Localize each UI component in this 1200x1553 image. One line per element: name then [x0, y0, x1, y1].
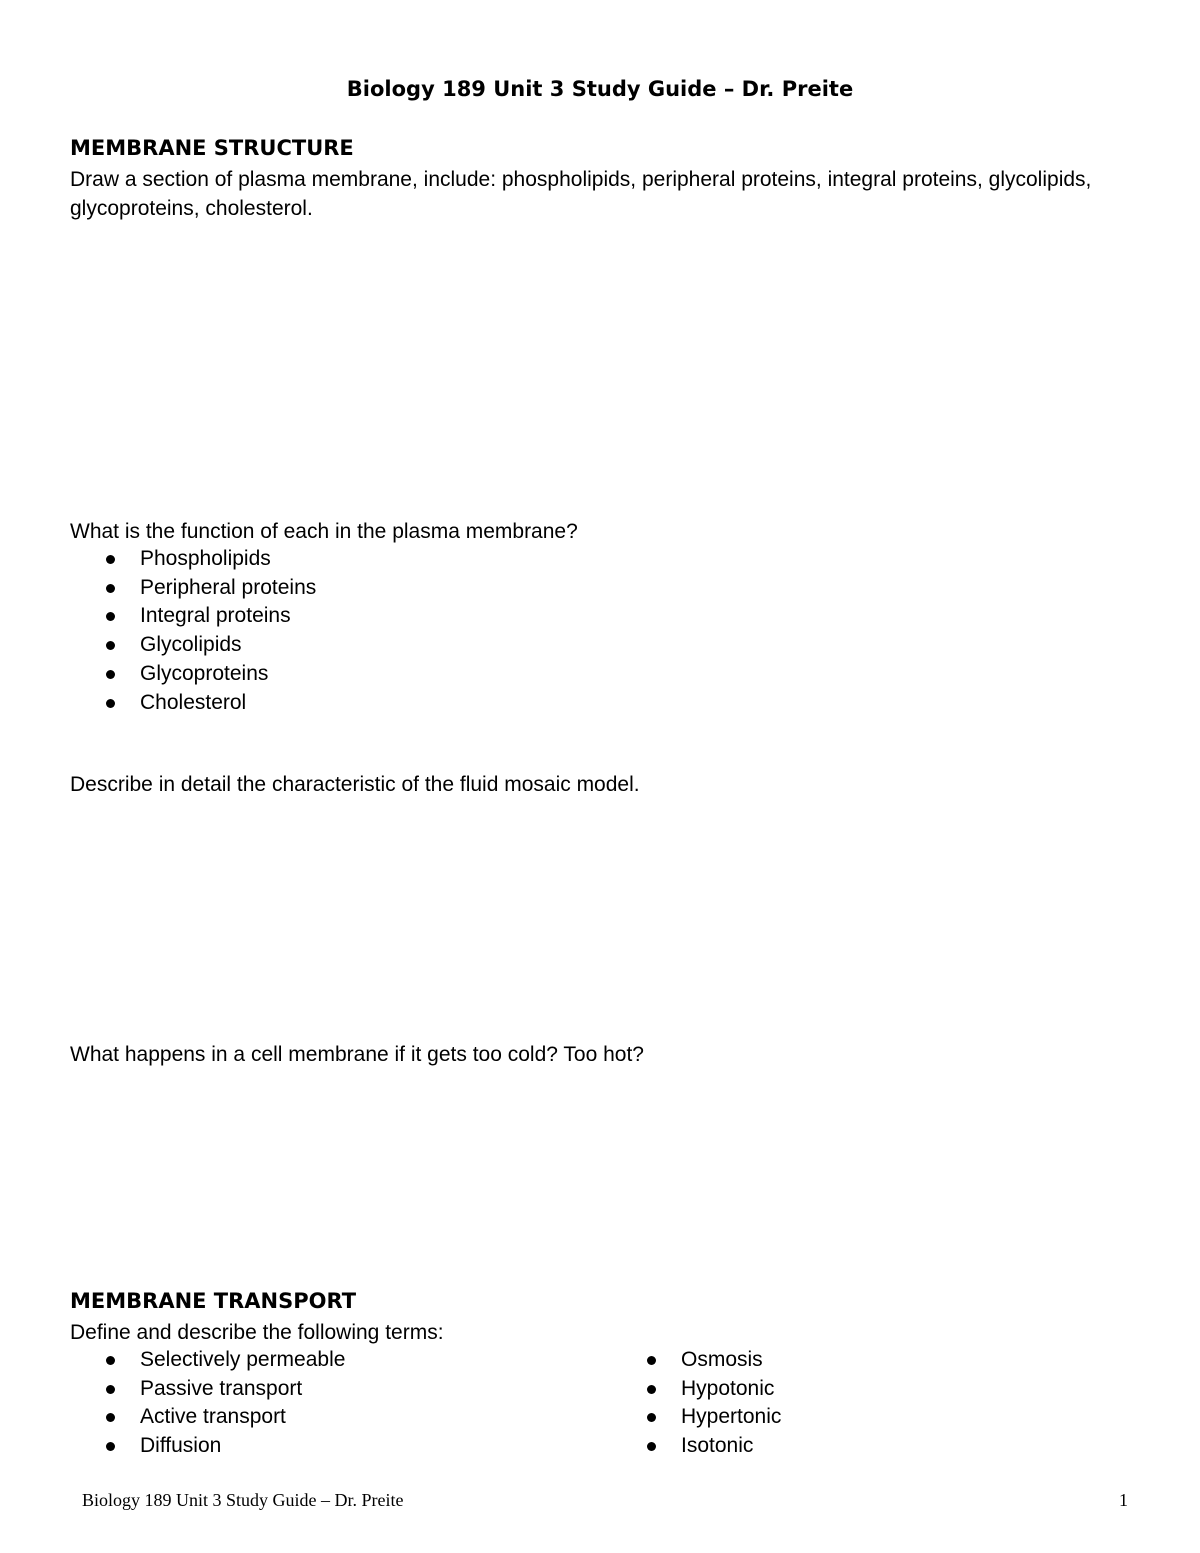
function-question: What is the function of each in the plasma membrane? — [70, 520, 578, 543]
transport-terms-left-list — [106, 1346, 345, 1461]
list-item-label: Glycolipids — [140, 633, 242, 657]
list-item-label: Osmosis — [681, 1348, 763, 1371]
list-item — [106, 689, 316, 718]
list-item-label: Hypotonic — [681, 1376, 775, 1400]
list-item — [106, 1375, 345, 1404]
bullet-icon — [647, 1385, 656, 1394]
document-title: Biology 189 Unit 3 Study Guide – Dr. Preite — [346, 77, 854, 101]
bullet-icon — [647, 1356, 656, 1365]
page-number: 1 — [1119, 1490, 1128, 1510]
bullet-icon — [106, 1442, 115, 1451]
list-item — [647, 1375, 781, 1404]
bullet-icon — [647, 1413, 656, 1422]
fluid-mosaic-question: Describe in detail the characteristic of the fluid mosaic model. — [70, 773, 640, 796]
list-item — [106, 1403, 345, 1432]
bullet-icon — [106, 1385, 115, 1394]
bullet-icon — [106, 555, 115, 564]
bullet-icon — [106, 612, 115, 621]
list-item — [106, 1346, 345, 1375]
list-item — [106, 631, 316, 660]
bullet-icon — [106, 1413, 115, 1422]
list-item-label: Cholesterol — [140, 690, 247, 714]
membrane-transport-heading: MEMBRANE TRANSPORT — [70, 1289, 357, 1313]
membrane-components-list — [106, 545, 316, 717]
bullet-icon — [106, 670, 115, 679]
draw-membrane-prompt: Draw a section of plasma membrane, include: phospholipids, peripheral proteins, integral proteins, glycolipids, glycoproteins, cholesterol. — [70, 168, 1092, 220]
bullet-icon — [647, 1442, 656, 1451]
list-item — [106, 660, 316, 689]
list-item-label: Integral proteins — [140, 604, 291, 628]
list-item-label: Phospholipids — [140, 547, 271, 570]
list-item-label: Diffusion — [140, 1434, 222, 1458]
bullet-icon — [106, 1356, 115, 1365]
list-item — [647, 1432, 781, 1461]
list-item — [106, 1432, 345, 1461]
page-footer: Biology 189 Unit 3 Study Guide – Dr. Preite — [82, 1490, 404, 1510]
temperature-question: What happens in a cell membrane if it gets too cold? Too hot? — [70, 1043, 644, 1066]
list-item — [106, 545, 316, 574]
define-terms-prompt: Define and describe the following terms: — [70, 1321, 444, 1344]
list-item-label: Selectively permeable — [140, 1348, 346, 1371]
list-item-label: Glycoproteins — [140, 661, 269, 685]
list-item — [106, 574, 316, 603]
list-item-label: Hypertonic — [681, 1405, 782, 1429]
list-item-label: Peripheral proteins — [140, 575, 317, 599]
bullet-icon — [106, 699, 115, 708]
transport-terms-right-list — [647, 1346, 781, 1461]
list-item — [647, 1403, 781, 1432]
bullet-icon — [106, 584, 115, 593]
list-item-label: Isotonic — [681, 1434, 754, 1458]
bullet-icon — [106, 641, 115, 650]
list-item — [106, 602, 316, 631]
list-item — [647, 1346, 781, 1375]
list-item-label: Active transport — [140, 1405, 286, 1429]
list-item-label: Passive transport — [140, 1376, 303, 1400]
membrane-structure-heading: MEMBRANE STRUCTURE — [70, 136, 354, 160]
